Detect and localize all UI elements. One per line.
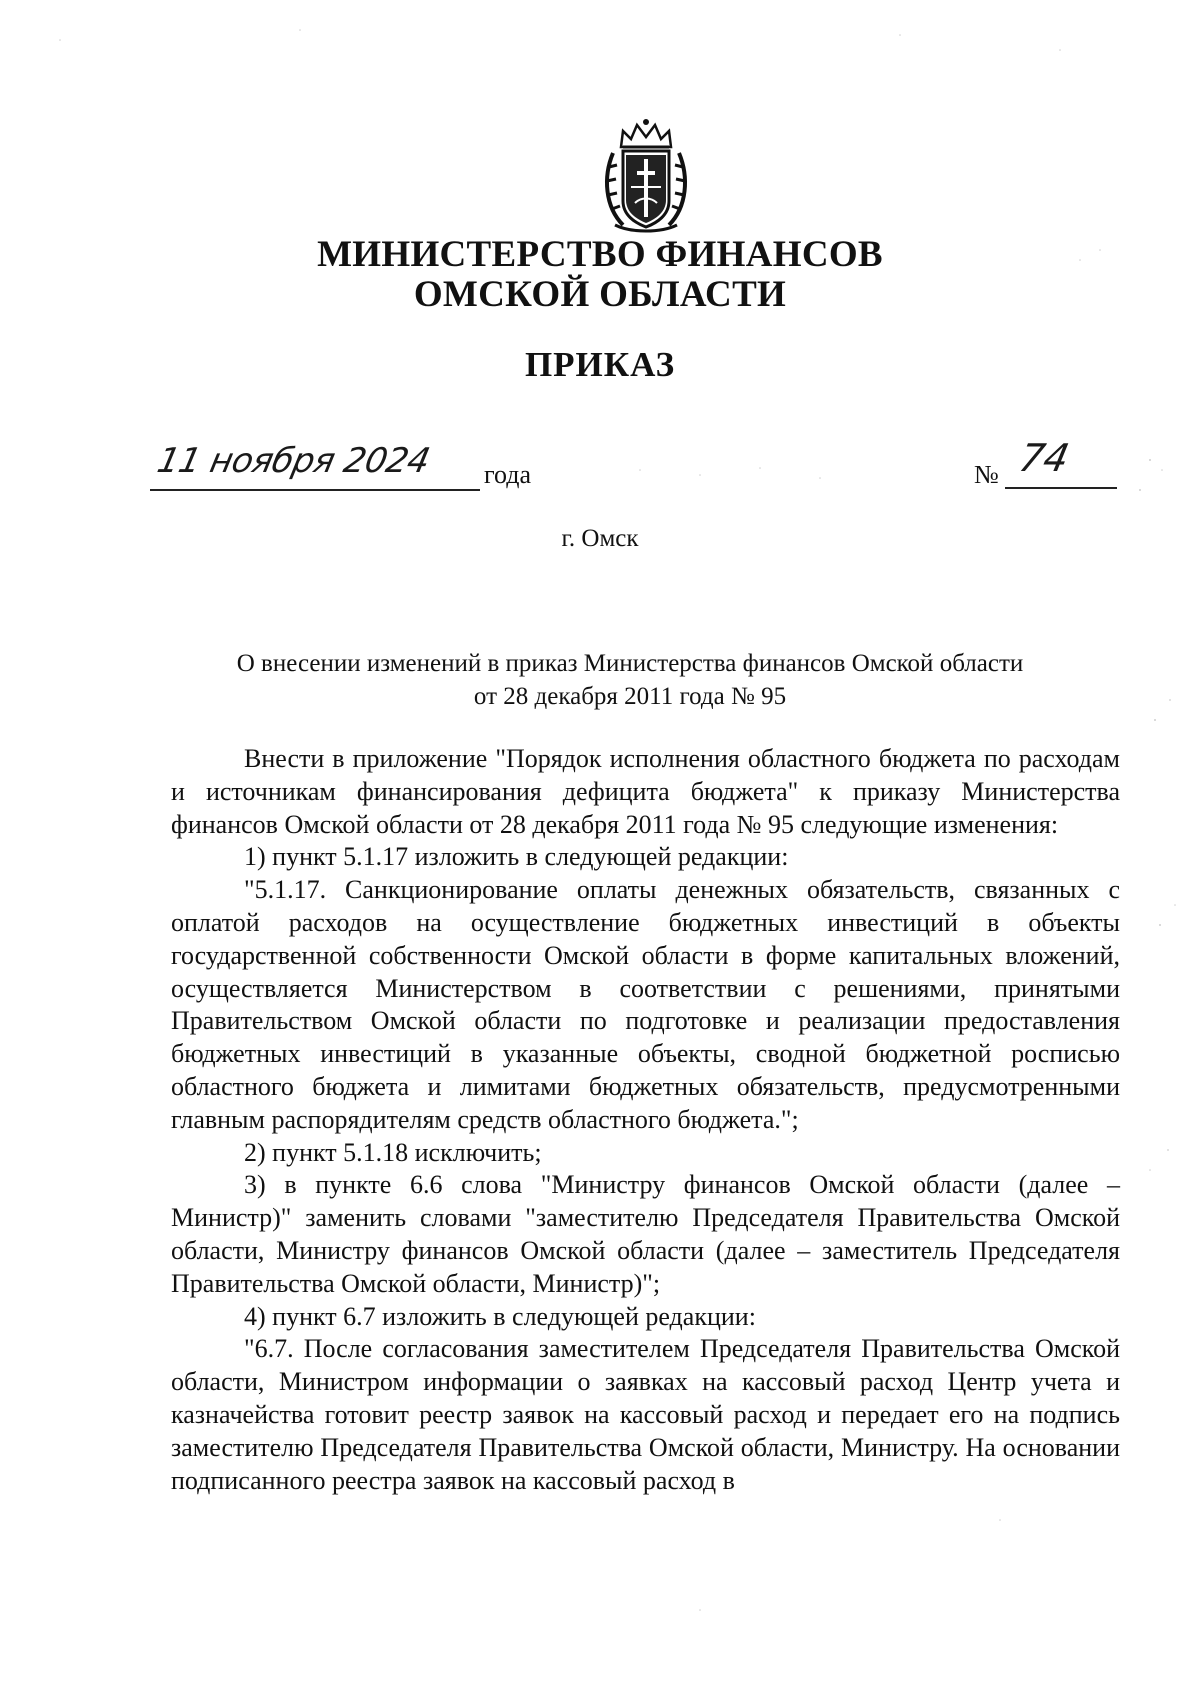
number-label: № — [974, 460, 999, 489]
body-paragraph: 1) пункт 5.1.17 изложить в следующей редакции: — [244, 842, 789, 872]
date-underline — [150, 489, 480, 491]
date-suffix: года — [484, 460, 532, 489]
city-name: г. Омск — [561, 525, 639, 552]
handwritten-date: 11 ноября 2024 — [153, 441, 434, 481]
body-paragraph: "5.1.17. Санкционирование оплаты денежных обязательств, связанных с оплатой расходов на осуществление бюджетных инвестиций в объекты государственной собственности Омской области в форме капитальных вложений, осуществляется Министерством в соответствии с решениями, принятыми Правительством Омской области по подготовке и реализации предоставления бюджетных инвестиций в указанные объекты, сводной бюджетной росписью областного бюджета и лимитами бюджетных обязательств, предусмотренными главным распорядителям средств областного бюджета."; — [171, 875, 1120, 1134]
ministry-name-line1: МИНИСТЕРСТВО ФИНАНСОВ — [317, 234, 883, 275]
number-underline — [1005, 487, 1117, 489]
subject-line1: О внесении изменений в приказ Министерства финансов Омской области — [236, 650, 1024, 677]
handwritten-number: 74 — [1015, 436, 1074, 480]
coat-of-arms-icon — [601, 117, 691, 235]
document-type-title: ПРИКАЗ — [524, 345, 676, 384]
ministry-name-line2: ОМСКОЙ ОБЛАСТИ — [413, 274, 787, 315]
body-paragraph: Внести в приложение "Порядок исполнения областного бюджета по расходам и источникам финансирования дефицита бюджета" к приказу Министерства финансов Омской области от 28 декабря 2011 года № 95 следующие изменения: — [171, 744, 1120, 839]
order-subject — [150, 647, 1110, 713]
body-paragraph: 4) пункт 6.7 изложить в следующей редакции: — [244, 1301, 756, 1331]
body-paragraph: 2) пункт 5.1.18 исключить; — [244, 1137, 542, 1167]
body-paragraph: 3) в пункте 6.6 слова "Министру финансов Омской области (далее – Министр)" заменить словами "заместителю Председателя Правительства Омской области, Министру финансов Омской области (далее – заместитель Председателя Правительства Омской области, Министр)"; — [171, 1170, 1120, 1298]
order-body — [171, 743, 1120, 1497]
body-paragraph: "6.7. После согласования заместителем Председателя Правительства Омской области, Министром информации о заявках на кассовый расход Центр учета и казначейства готовит реестр заявок на кассовый расход и передает его на подпись заместителю Председателя Правительства Омской области, Министру. На основании подписанного реестра заявок на кассовый расход в — [171, 1334, 1120, 1495]
subject-line2: от 28 декабря 2011 года № 95 — [473, 683, 787, 710]
